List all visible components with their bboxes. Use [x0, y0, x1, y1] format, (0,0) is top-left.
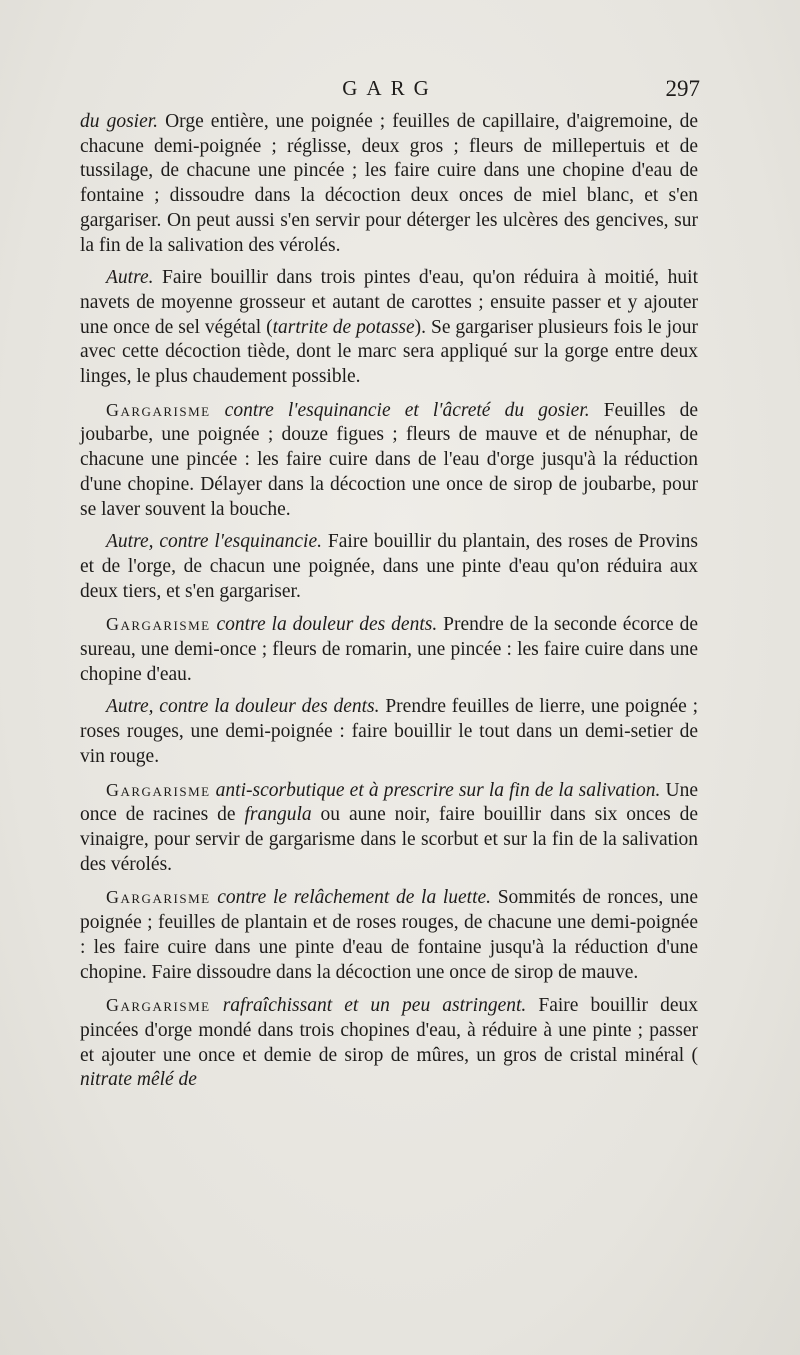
inline-italic: tartrite de potasse — [272, 316, 415, 338]
paragraph-text-italic: frangula — [244, 804, 312, 826]
entry-heading: Gargarisme — [106, 995, 211, 1016]
paragraph-title: Autre. — [106, 267, 154, 289]
paragraph-title: Autre, contre la douleur des dents. — [106, 696, 380, 718]
paragraph-autre-navets — [80, 266, 698, 390]
paragraph-title: contre le relâchement de la luette. — [210, 887, 492, 909]
page-body — [80, 110, 698, 1101]
paragraph-gargarisme-antiscorbutique — [80, 778, 698, 878]
paragraph-autre-dents — [80, 695, 698, 769]
paragraph-title: contre l'esquinancie et l'âcreté du gosier. — [210, 399, 590, 421]
paragraph-title: anti-scorbutique et à prescrire sur la fin de la salivation. — [210, 779, 661, 801]
paragraph-text: Faire bouillir deux pincées d'orge mondé dans trois chopines d'eau, à réduire à une pinte ; passer et ajouter une once et demie de sirop de mûres, un gros de cristal minéral ( — [80, 995, 698, 1066]
paragraph-gargarisme-rafraichissant — [80, 993, 698, 1093]
page-number: 297 — [665, 76, 700, 101]
paragraph-text: Prendre feuilles de lierre, une poignée ; roses rouges, une demi-poignée : faire bouillir le tout dans un demi-setier de vin rouge. — [80, 696, 698, 767]
page-header — [80, 76, 700, 110]
paragraph-title: du gosier. — [80, 111, 159, 132]
paragraph-text: Sommités de ronces, une poignée ; feuilles de plantain et de roses rouges, de chacune une demi-poignée : les faire cuire dans une pinte d'eau de fontaine jusqu'à la réduction d'une chopine. Faire dissoudre dans la décoction une once de sirop de mauve. — [80, 887, 698, 983]
paragraph-text-italic: nitrate mêlé de — [80, 1069, 197, 1091]
paragraph-text: Une once de racines de — [80, 779, 698, 826]
paragraph-gargarisme-dents — [80, 612, 698, 687]
paragraph-title: contre la douleur des dents. — [210, 614, 438, 636]
entry-heading: Gargarisme — [106, 399, 211, 420]
paragraph-text: Faire bouillir du plantain, des roses de Provins et de l'orge, de chacun une poignée, dans une pinte d'eau qu'on réduira aux deux tiers, et s'en gargariser. — [80, 531, 699, 602]
paragraph-gargarisme-esquinancie — [80, 398, 698, 523]
entry-heading: Gargarisme — [106, 614, 211, 635]
paragraph-text: Faire bouillir dans trois pintes d'eau, qu'on réduira à moitié, huit navets de moyenne grosseur et autant de carottes ; ensuite passer et y ajouter une once de sel végétal (tartrite de potasse). Se gargariser plusieurs fois le jour avec cette décoction tiède, dont le marc sera appliqué sur la gorge entre deux linges, le plus chaudement possible. — [80, 267, 698, 388]
entry-heading: Gargarisme — [106, 887, 211, 908]
paragraph-title: Autre, contre l'esquinancie. — [106, 531, 322, 553]
entry-heading: Gargarisme — [106, 779, 211, 800]
paragraph-text-after: ou aune noir, faire bouillir dans six onces de vinaigre, pour servir de gargarisme dans le scorbut et sur la fin de la salivation des vérolés. — [80, 804, 699, 875]
paragraph-text: Prendre de la seconde écorce de sureau, une demi-once ; fleurs de romarin, une pincée : les faire cuire dans une chopine d'eau. — [80, 614, 698, 685]
paragraph-text: Feuilles de joubarbe, une poignée ; douze figues ; fleurs de mauve et de nénuphar, de chacune une pincée : les faire cuire dans de l'eau d'orge jusqu'à la réduction d'une chopine. Délayer dans la décoction une once de sirop de joubarbe, pour se laver souvent la bouche. — [80, 399, 698, 520]
paragraph-title: rafraîchissant et un peu astringent. — [210, 995, 527, 1017]
paragraph-gosier-continuation — [80, 110, 698, 258]
paragraph-autre-esquinancie — [80, 530, 698, 604]
running-head: GARG — [342, 76, 438, 100]
paragraph-text: Orge entière, une poignée ; feuilles de capillaire, d'aigremoine, de chacune demi-poignée ; réglisse, deux gros ; fleurs de millepertuis et de tussilage, de chacune une pincée ; les faire cuire dans une chopine d'eau de fontaine ; dissoudre dans la décoction deux onces de miel blanc, et s'en gargariser. On peut aussi s'en servir pour déterger les ulcères des gencives, sur la fin de la salivation des vérolés. — [80, 111, 698, 256]
paragraph-gargarisme-luette — [80, 885, 698, 985]
